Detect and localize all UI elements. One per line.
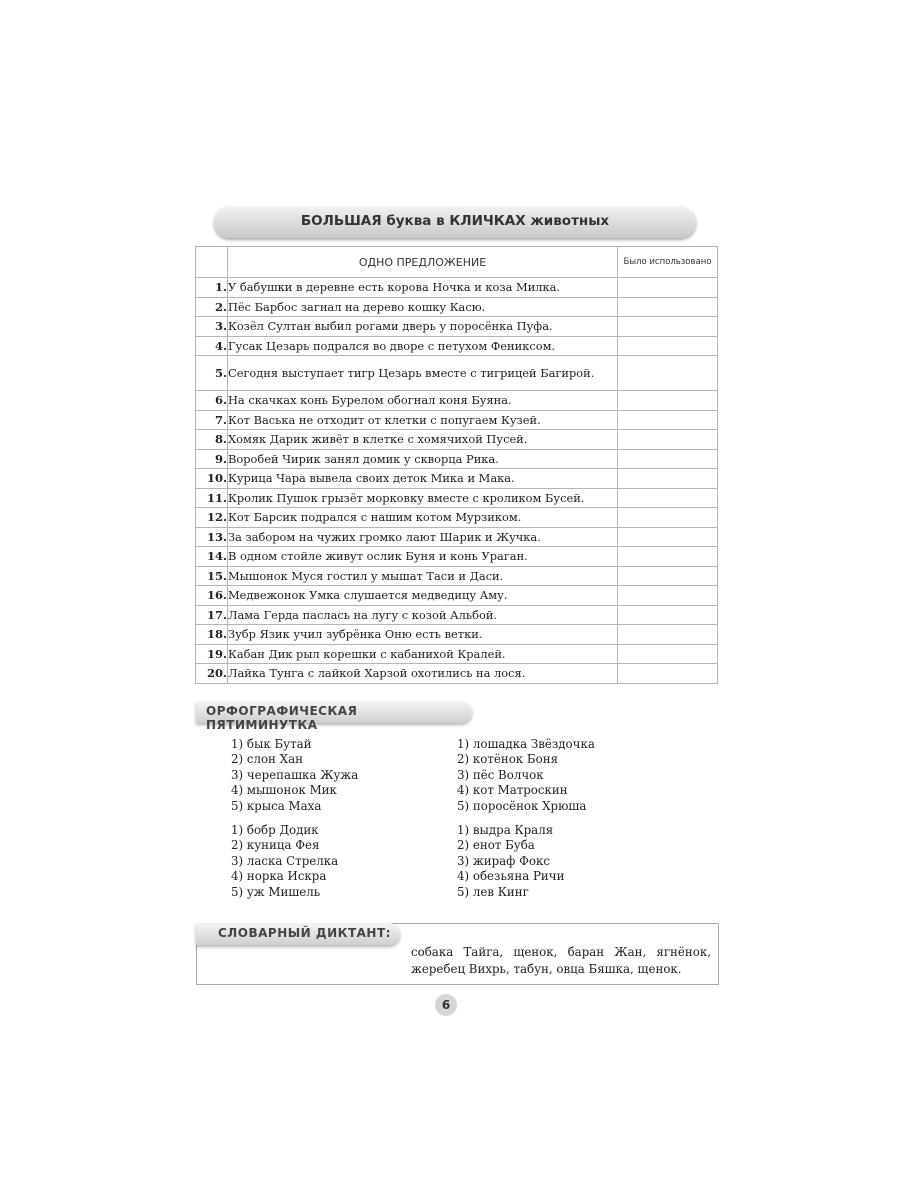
- table-row: [196, 391, 718, 411]
- table-row: [196, 605, 718, 625]
- list-item: 1) бык Бутай: [231, 737, 312, 751]
- row-number: 15.: [196, 566, 228, 586]
- list-item: 2) котёнок Боня: [457, 752, 559, 767]
- page-title: БОЛЬШАЯ буква в КЛИЧКАХ животных: [300, 213, 610, 229]
- list-item: 4) обезьяна Ричи: [457, 869, 565, 884]
- row-sentence: Кабан Дик рыл корешки с кабанихой Кралей.: [228, 644, 618, 664]
- used-checkbox-cell[interactable]: [618, 605, 718, 625]
- table-row: [196, 317, 718, 337]
- used-checkbox-cell[interactable]: [618, 644, 718, 664]
- number-column-header: [196, 247, 228, 278]
- row-sentence: Лайка Тунга с лайкой Харзой охотились на лося.: [228, 664, 618, 684]
- row-sentence: Кот Васька не отходит от клетки с попугаем Кузей.: [228, 410, 618, 430]
- list-item: 1) выдра Краля: [457, 823, 554, 837]
- row-number: 6.: [196, 391, 228, 411]
- used-checkbox-cell[interactable]: [618, 469, 718, 489]
- list-item: 2) слон Хан: [231, 752, 303, 767]
- row-number: 9.: [196, 449, 228, 469]
- row-number: 12.: [196, 508, 228, 528]
- row-number: 11.: [196, 488, 228, 508]
- table-row: [196, 449, 718, 469]
- row-number: 19.: [196, 644, 228, 664]
- list-item: 2) куница Фея: [231, 838, 320, 853]
- five-minute-tab: [196, 701, 472, 732]
- row-sentence: Гусак Цезарь подрался во дворе с петухом Фениксом.: [228, 336, 618, 356]
- list-item: 4) кот Матроскин: [457, 783, 568, 798]
- row-sentence: Сегодня выступает тигр Цезарь вместе с тигрицей Багирой.: [228, 356, 618, 391]
- used-checkbox-cell[interactable]: [618, 586, 718, 606]
- title-banner: [214, 206, 696, 238]
- used-checkbox-cell[interactable]: [618, 508, 718, 528]
- row-number: 3.: [196, 317, 228, 337]
- used-checkbox-cell[interactable]: [618, 297, 718, 317]
- used-checkbox-cell[interactable]: [618, 566, 718, 586]
- row-number: 13.: [196, 527, 228, 547]
- table-row: [196, 430, 718, 450]
- list-item: 5) уж Мишель: [231, 884, 321, 899]
- used-checkbox-cell[interactable]: [618, 527, 718, 547]
- row-sentence: В одном стойле живут ослик Буня и конь Ураган.: [228, 547, 618, 567]
- row-number: 20.: [196, 664, 228, 684]
- row-sentence: Кот Барсик подрался с нашим котом Мурзиком.: [228, 508, 618, 528]
- table-row: [196, 625, 718, 645]
- list-item: 5) поросёнок Хрюша: [457, 798, 587, 813]
- row-number: 10.: [196, 469, 228, 489]
- list-item: 3) ласка Стрелка: [231, 853, 339, 868]
- used-checkbox-cell[interactable]: [618, 317, 718, 337]
- list-item: 3) пёс Волчок: [457, 767, 544, 782]
- list-item: 4) норка Искра: [231, 869, 327, 884]
- row-sentence: Зубр Язик учил зубрёнка Оню есть ветки.: [228, 625, 618, 645]
- row-number: 14.: [196, 547, 228, 567]
- sentence-column-header: ОДНО ПРЕДЛОЖЕНИЕ: [228, 247, 618, 278]
- row-number: 18.: [196, 625, 228, 645]
- table-row: [196, 644, 718, 664]
- used-checkbox-cell[interactable]: [618, 488, 718, 508]
- row-sentence: У бабушки в деревне есть корова Ночка и коза Милка.: [228, 278, 618, 298]
- list-item: 2) енот Буба: [457, 838, 535, 853]
- row-number: 16.: [196, 586, 228, 606]
- table-row: [196, 527, 718, 547]
- row-number: 7.: [196, 410, 228, 430]
- five-minute-list-1: [231, 737, 358, 814]
- row-sentence: Мышонок Муся гостил у мышат Таси и Даси.: [228, 566, 618, 586]
- list-item: 5) крыса Маха: [231, 798, 322, 813]
- row-sentence: Курица Чара вывела своих деток Мика и Мака.: [228, 469, 618, 489]
- table-row: [196, 488, 718, 508]
- table-row: [196, 586, 718, 606]
- list-item: 4) мышонок Мик: [231, 783, 337, 798]
- table-row: [196, 336, 718, 356]
- five-minute-list-2: [457, 737, 595, 814]
- used-checkbox-cell[interactable]: [618, 449, 718, 469]
- row-number: 4.: [196, 336, 228, 356]
- list-item: 3) жираф Фокс: [457, 853, 551, 868]
- used-checkbox-cell[interactable]: [618, 547, 718, 567]
- row-sentence: Хомяк Дарик живёт в клетке с хомячихой Пусей.: [228, 430, 618, 450]
- row-sentence: Пёс Барбос загнал на дерево кошку Касю.: [228, 297, 618, 317]
- row-sentence: Медвежонок Умка слушается медведицу Аму.: [228, 586, 618, 606]
- row-sentence: На скачках конь Бурелом обогнал коня Буяна.: [228, 391, 618, 411]
- row-sentence: Воробей Чирик занял домик у скворца Рика.: [228, 449, 618, 469]
- sentences-table: [195, 246, 718, 684]
- table-row: [196, 278, 718, 298]
- table-header-row: [196, 247, 718, 278]
- used-checkbox-cell[interactable]: [618, 391, 718, 411]
- table-row: [196, 297, 718, 317]
- row-sentence: Кролик Пушок грызёт морковку вместе с кроликом Бусей.: [228, 488, 618, 508]
- five-minute-label: ОРФОГРАФИЧЕСКАЯ ПЯТИМИНУТКА: [206, 704, 358, 732]
- table-row: [196, 664, 718, 684]
- table-row: [196, 469, 718, 489]
- list-item: 3) черепашка Жужа: [231, 767, 359, 782]
- table-row: [196, 547, 718, 567]
- row-number: 8.: [196, 430, 228, 450]
- dictation-label: СЛОВАРНЫЙ ДИКТАНТ:: [218, 926, 391, 940]
- table-row: [196, 566, 718, 586]
- table-row: [196, 410, 718, 430]
- dictation-text: собака Тайга, щенок, баран Жан, ягнёнок, жеребец Вихрь, табун, овца Бяшка, щенок.: [411, 945, 711, 976]
- list-item: 1) лошадка Звёздочка: [457, 737, 595, 751]
- used-checkbox-cell[interactable]: [618, 336, 718, 356]
- row-number: 17.: [196, 605, 228, 625]
- table-row: [196, 508, 718, 528]
- used-checkbox-cell[interactable]: [618, 430, 718, 450]
- row-number: 1.: [196, 278, 228, 298]
- used-checkbox-cell[interactable]: [618, 356, 718, 391]
- row-sentence: За забором на чужих громко лают Шарик и Жучка.: [228, 527, 618, 547]
- list-item: 1) бобр Додик: [231, 823, 319, 837]
- used-checkbox-cell[interactable]: [618, 410, 718, 430]
- used-checkbox-cell[interactable]: [618, 625, 718, 645]
- row-sentence: Козёл Султан выбил рогами дверь у поросёнка Пуфа.: [228, 317, 618, 337]
- table-row: [196, 356, 718, 391]
- row-sentence: Лама Герда паслась на лугу с козой Альбой.: [228, 605, 618, 625]
- row-number: 2.: [196, 297, 228, 317]
- used-column-header: Было использовано: [618, 247, 718, 278]
- used-checkbox-cell[interactable]: [618, 278, 718, 298]
- five-minute-list-3: [231, 823, 338, 900]
- five-minute-list-4: [457, 823, 564, 900]
- row-number: 5.: [196, 356, 228, 391]
- list-item: 5) лев Кинг: [457, 884, 529, 899]
- dictation-tab: [196, 923, 400, 945]
- used-checkbox-cell[interactable]: [618, 664, 718, 684]
- page-number: 6: [435, 994, 457, 1016]
